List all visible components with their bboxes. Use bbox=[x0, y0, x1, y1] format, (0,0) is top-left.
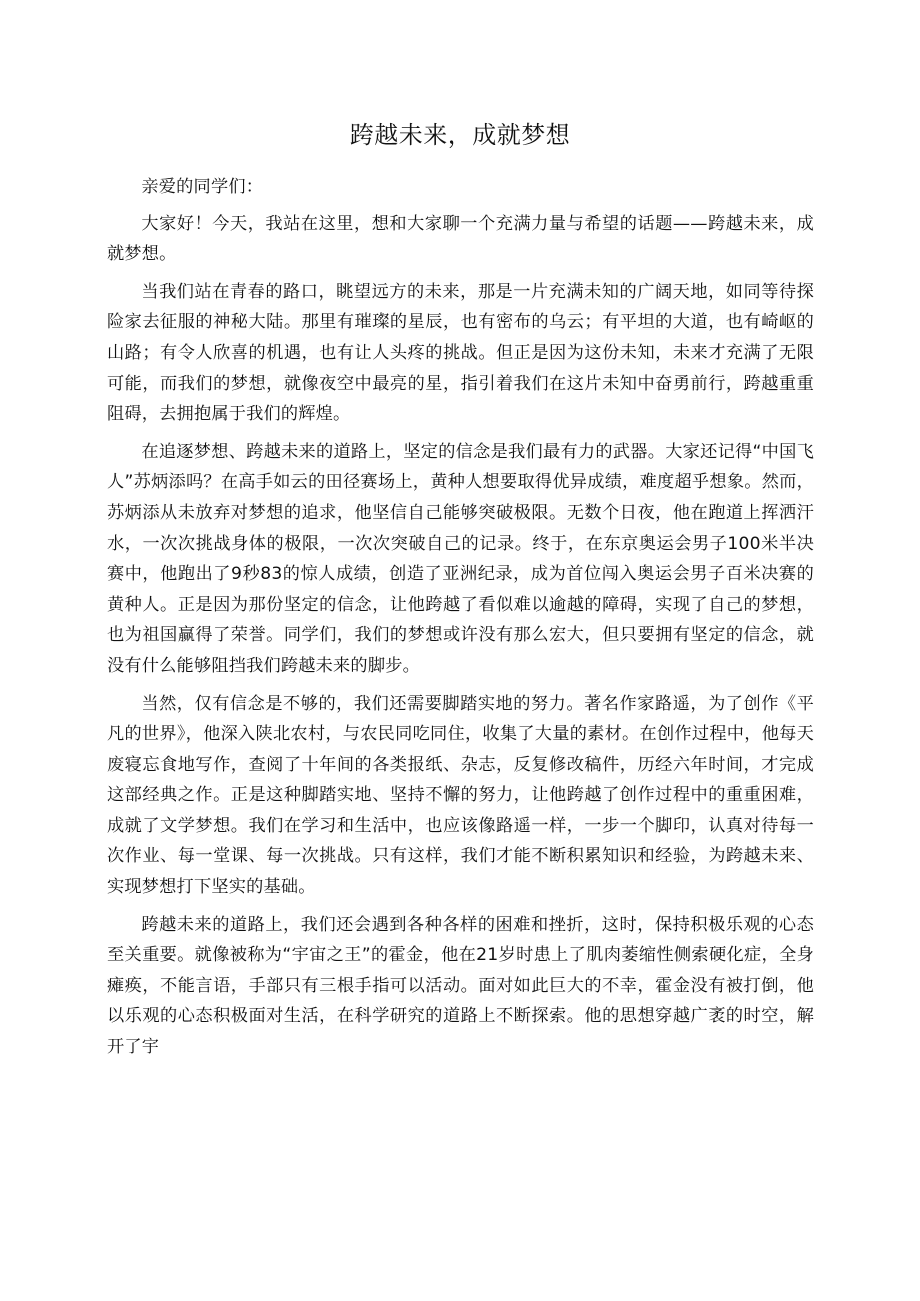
paragraph-effort: 当然，仅有信念是不够的，我们还需要脚踏实地的努力。著名作家路遥，为了创作《平凡的世界》，他深入陕北农村，与农民同吃同住，收集了大量的素材。在创作过程中，他每天废寝忘食地写作，查阅了十年间的各类报纸、杂志，反复修改稿件，历经六年时间，才完成这部经典之作。正是这种脚踏实地、坚持不懈的努力，让他跨越了创作过程中的重重困难，成就了文学梦想。我们在学习和生活中，也应该像路遥一样，一步一个脚印，认真对待每一次作业、每一堂课、每一次挑战。只有这样，我们才能不断积累知识和经验，为跨越未来、实现梦想打下坚实的基础。 bbox=[107, 693, 814, 898]
paragraph-future: 当我们站在青春的路口，眺望远方的未来，那是一片充满未知的广阔天地，如同等待探险家去征服的神秘大陆。那里有璀璨的星辰，也有密布的乌云；有平坦的大道，也有崎岖的山路；有令人欣喜的机遇，也有让人头疼的挑战。但正是因为这份未知，未来才充满了无限可能，而我们的梦想，就像夜空中最亮的星，指引着我们在这片未知中奋勇前行，跨越重重阻碍，去拥抱属于我们的辉煌。 bbox=[107, 281, 814, 425]
paragraph-greeting: 大家好！今天，我站在这里，想和大家聊一个充满力量与希望的话题——跨越未来，成就梦想。 bbox=[107, 213, 814, 265]
paragraph-belief: 在追逐梦想、跨越未来的道路上，坚定的信念是我们最有力的武器。大家还记得“中国飞人”苏炳添吗？在高手如云的田径赛场上，黄种人想要取得优异成绩，难度超乎想象。然而，苏炳添从未放弃对梦想的追求，他坚信自己能够突破极限。无数个日夜，他在跑道上挥洒汗水，一次次挑战身体的极限，一次次突破自己的记录。终于，在东京奥运会男子100米半决赛中，他跑出了9秒83的惊人成绩，创造了亚洲纪录，成为首位闯入奥运会男子百米决赛的黄种人。正是因为那份坚定的信念，让他跨越了看似难以逾越的障碍，实现了自己的梦想，也为祖国赢得了荣誉。同学们，我们的梦想或许没有那么宏大，但只要拥有坚定的信念，就没有什么能够阻挡我们跨越未来的脚步。 bbox=[107, 441, 814, 676]
document-title: 跨越未来，成就梦想 bbox=[349, 121, 571, 149]
document-body bbox=[107, 172, 814, 1070]
salutation: 亲爱的同学们： bbox=[141, 177, 264, 197]
paragraph-optimism: 跨越未来的道路上，我们还会遇到各种各样的困难和挫折，这时，保持积极乐观的心态至关重要。就像被称为“宇宙之王”的霍金，他在21岁时患上了肌肉萎缩性侧索硬化症，全身瘫痪，不能言语，手部只有三根手指可以活动。面对如此巨大的不幸，霍金没有被打倒，他以乐观的心态积极面对生活，在科学研究的道路上不断探索。他的思想穿越广袤的时空，解开了宇 bbox=[107, 914, 814, 1058]
